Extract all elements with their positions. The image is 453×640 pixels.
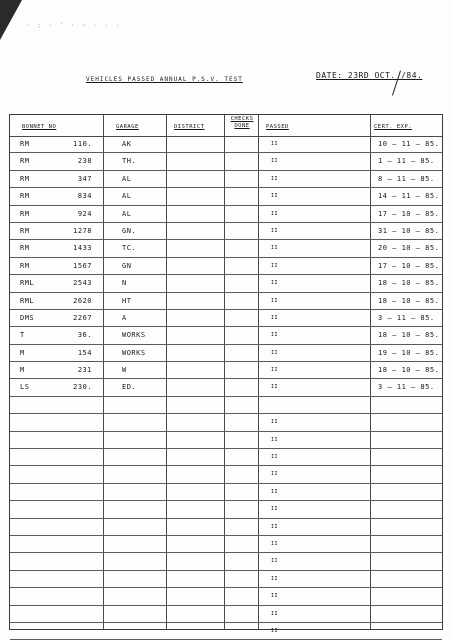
passed-tick: II — [271, 245, 279, 252]
header-bonnet-no: BONNET NO — [22, 124, 57, 130]
bonnet-prefix: RML — [20, 296, 35, 305]
passed-tick: II — [271, 280, 279, 287]
table-row — [10, 293, 442, 310]
table-header — [10, 115, 442, 137]
table-row — [10, 484, 442, 501]
cert-expiry: 10 – 11 – 85. — [378, 140, 440, 148]
passed-tick: II — [271, 610, 279, 617]
table-row — [10, 327, 442, 344]
bonnet-prefix: RM — [20, 192, 30, 201]
passed-tick: II — [271, 141, 279, 147]
garage-code: AK — [122, 140, 132, 148]
document-title: VEHICLES PASSED ANNUAL P.S.V. TEST — [86, 76, 243, 83]
passed-tick: II — [271, 158, 279, 165]
header-checks-done-line2: DONE — [234, 123, 250, 129]
garage-code: WORKS — [122, 348, 146, 357]
bonnet-number: 238 — [77, 157, 92, 166]
passed-tick: II — [271, 297, 279, 304]
bonnet-number: 1567 — [73, 261, 92, 270]
table-row — [10, 206, 442, 223]
cert-expiry: 8 – 11 – 85. — [378, 174, 435, 183]
passed-tick: II — [271, 175, 279, 182]
passed-tick: II — [271, 436, 279, 443]
table-row — [10, 397, 442, 414]
cert-expiry: 1 – 11 – 85. — [378, 157, 435, 166]
bonnet-number: 2267 — [73, 313, 92, 322]
garage-code: N — [122, 279, 127, 288]
passed-tick: II — [271, 627, 279, 634]
bonnet-prefix: RML — [20, 279, 35, 288]
passed-tick: II — [271, 384, 279, 391]
bonnet-number: 1433 — [73, 244, 92, 253]
table-row — [10, 310, 442, 327]
passed-tick: II — [271, 227, 279, 234]
passed-tick: II — [271, 367, 279, 374]
faint-handwriting: · ; · ' · ~ · · · — [26, 22, 122, 29]
passed-tick: II — [271, 349, 279, 356]
bonnet-number: 230. — [73, 383, 92, 392]
table-body — [10, 136, 442, 640]
table-row — [10, 553, 442, 570]
cert-expiry: 18 – 10 – 85. — [378, 279, 440, 288]
bonnet-number: 2543 — [73, 279, 92, 288]
table-row — [10, 414, 442, 431]
table-row — [10, 240, 442, 257]
cert-expiry: 3 – 11 – 85. — [378, 313, 435, 322]
table-row — [10, 536, 442, 553]
passed-tick: II — [271, 506, 279, 513]
table-row — [10, 466, 442, 483]
bonnet-number: 154 — [77, 348, 92, 357]
bonnet-number: 36. — [77, 331, 92, 340]
cert-expiry: 18 – 10 – 85. — [378, 331, 440, 340]
bonnet-prefix: M — [20, 348, 25, 357]
bonnet-prefix: RM — [20, 174, 30, 183]
garage-code: AL — [122, 174, 132, 183]
passed-tick: II — [271, 471, 279, 478]
passed-tick: II — [271, 558, 279, 565]
table-row — [10, 588, 442, 605]
bonnet-number: 1278 — [73, 226, 92, 235]
table-row — [10, 432, 442, 449]
table-row — [10, 275, 442, 292]
header-passed: PASSED — [266, 124, 289, 130]
bonnet-prefix: RM — [20, 209, 30, 218]
table-row — [10, 136, 442, 153]
table-row — [10, 519, 442, 536]
header-checks-done-line1: CHECKS — [230, 116, 254, 122]
passed-tick: II — [271, 488, 279, 495]
table-row — [10, 345, 442, 362]
garage-code: WORKS — [122, 331, 146, 340]
garage-code: W — [122, 366, 127, 375]
bonnet-prefix: RM — [20, 261, 30, 270]
garage-code: HT — [122, 296, 132, 305]
passed-tick: II — [271, 523, 279, 530]
table-row — [10, 606, 442, 623]
cert-expiry: 18 – 10 – 85. — [378, 296, 440, 305]
table-row — [10, 223, 442, 240]
garage-code: TC. — [122, 244, 137, 253]
bonnet-prefix: DMS — [20, 313, 35, 322]
header-district: DISTRICT — [174, 124, 205, 130]
header-garage: GARAGE — [116, 124, 139, 130]
passed-tick: II — [271, 332, 279, 339]
cert-expiry: 20 – 10 – 85. — [378, 244, 440, 253]
passed-tick: II — [271, 540, 279, 547]
cert-expiry: 3 – 11 – 85. — [378, 383, 435, 392]
table-row — [10, 623, 442, 640]
log-table — [9, 114, 443, 634]
garage-code: TH. — [122, 157, 137, 166]
garage-code: AL — [122, 192, 132, 201]
scan-corner-fold — [0, 0, 22, 40]
passed-tick: II — [271, 593, 279, 600]
bonnet-number: 110. — [73, 140, 92, 148]
garage-code: GN — [122, 261, 132, 270]
bonnet-prefix: RM — [20, 140, 30, 148]
table-row — [10, 188, 442, 205]
cert-expiry: 18 – 10 – 85. — [378, 366, 440, 375]
passed-tick: II — [271, 193, 279, 200]
bonnet-number: 834 — [77, 192, 92, 201]
cert-expiry: 19 – 10 – 85. — [378, 348, 440, 357]
bonnet-prefix: LS — [20, 383, 30, 392]
cert-expiry: 31 – 10 – 85. — [378, 226, 440, 235]
passed-tick: II — [271, 262, 279, 269]
passed-tick: II — [271, 575, 279, 582]
bonnet-prefix: RM — [20, 157, 30, 166]
bonnet-number: 347 — [77, 174, 92, 183]
table-row — [10, 501, 442, 518]
bonnet-prefix: RM — [20, 244, 30, 253]
garage-code: GN. — [122, 226, 137, 235]
document-date: DATE: 23RD OCT. /84. — [316, 71, 423, 80]
bonnet-prefix: T — [20, 331, 25, 340]
table-row — [10, 258, 442, 275]
cert-expiry: 17 – 10 – 85. — [378, 261, 440, 270]
bonnet-number: 924 — [77, 209, 92, 218]
garage-code: ED. — [122, 383, 137, 392]
cert-expiry: 14 – 11 – 85. — [378, 192, 440, 201]
bonnet-prefix: M — [20, 366, 25, 375]
table-row — [10, 153, 442, 170]
passed-tick: II — [271, 314, 279, 321]
header-checks-done — [222, 116, 262, 130]
table-row — [10, 171, 442, 188]
bonnet-number: 231 — [77, 366, 92, 375]
table-row — [10, 362, 442, 379]
bonnet-prefix: RM — [20, 226, 30, 235]
header-cert-exp: CERT. EXP. — [374, 124, 413, 130]
cert-expiry: 17 – 10 – 85. — [378, 209, 440, 218]
passed-tick: II — [271, 419, 279, 426]
table-row — [10, 379, 442, 396]
garage-code: AL — [122, 209, 132, 218]
table-row — [10, 571, 442, 588]
passed-tick: II — [271, 210, 279, 217]
table-row — [10, 449, 442, 466]
bonnet-number: 2620 — [73, 296, 92, 305]
garage-code: A — [122, 313, 127, 322]
passed-tick: II — [271, 454, 279, 461]
